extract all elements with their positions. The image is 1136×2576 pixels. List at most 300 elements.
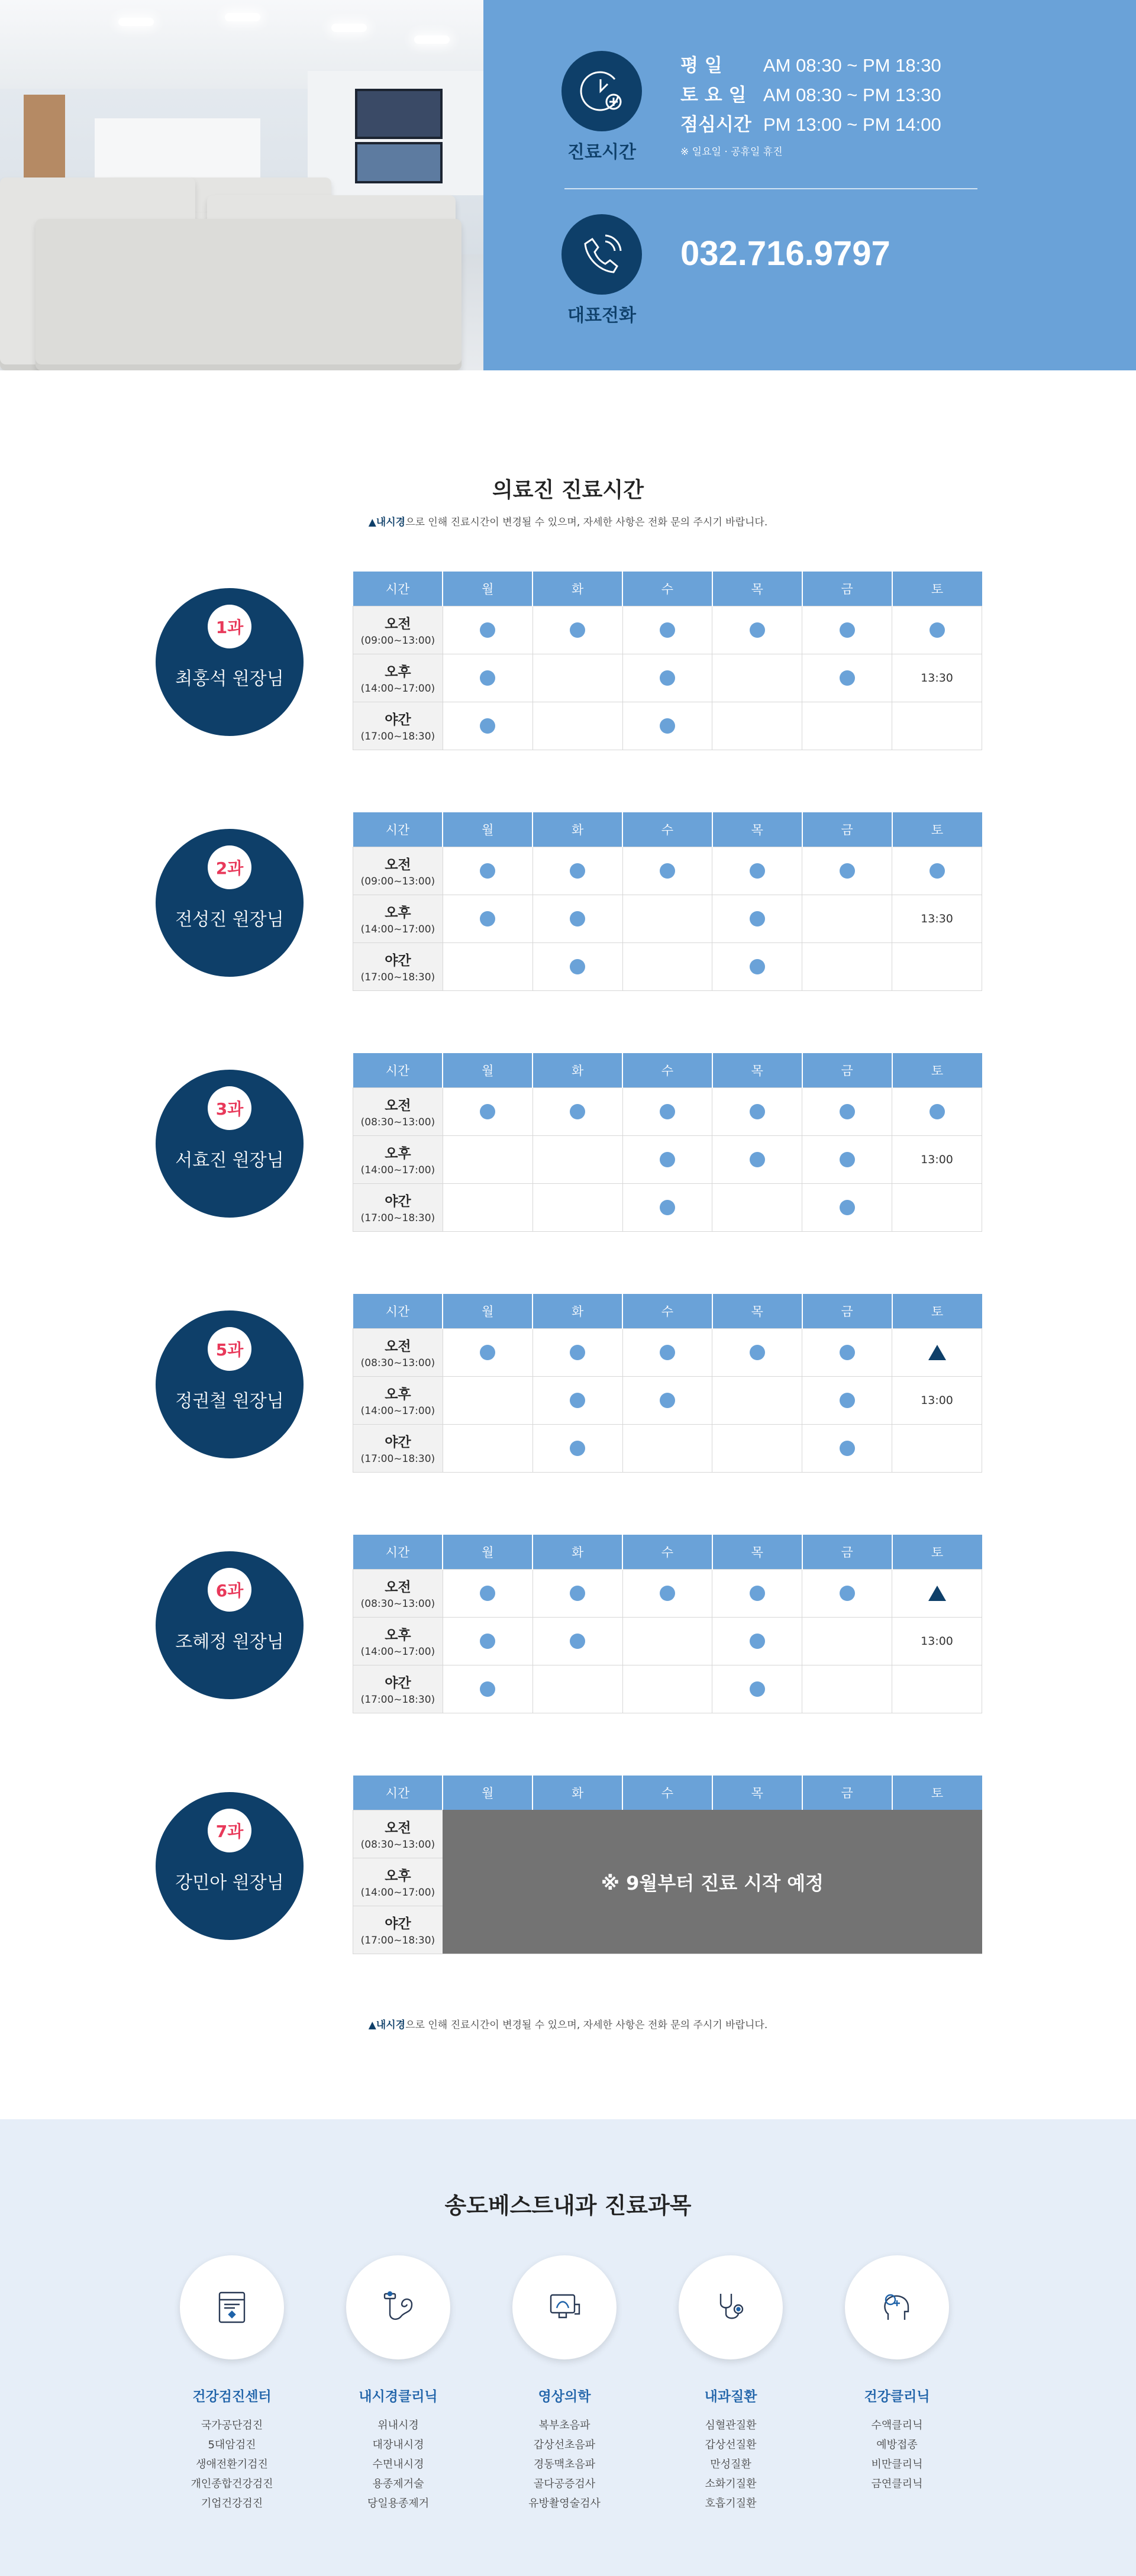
clinic-info-panel [483, 0, 1136, 370]
schedule-cell [892, 847, 982, 895]
time-slot-cell [353, 1424, 443, 1472]
doctor-circle [156, 1551, 304, 1699]
clock-icon [561, 51, 642, 131]
available-dot-icon [750, 1634, 765, 1649]
doctor-circle [156, 1792, 304, 1940]
schedule-cell [443, 1424, 532, 1472]
table-row [353, 942, 982, 990]
schedule-cell [802, 1376, 892, 1424]
department-badge: 7과 [208, 1809, 251, 1852]
available-dot-icon [750, 1104, 765, 1119]
schedule-cell [622, 1183, 712, 1231]
department-item[interactable] [820, 2255, 974, 2494]
column-header: 수 [622, 1535, 712, 1569]
header-row [353, 1535, 982, 1569]
column-header: 월 [443, 1294, 532, 1328]
available-dot-icon [570, 1441, 585, 1456]
hero-section [0, 0, 1136, 370]
header-row [353, 572, 982, 606]
department-item[interactable] [488, 2255, 641, 2513]
time-slot-range: (17:00~18:30) [360, 731, 435, 743]
service-item[interactable]: 호흡기질환 [705, 2497, 757, 2510]
endoscopy-triangle-icon [928, 1345, 946, 1360]
available-dot-icon [840, 1345, 855, 1360]
schedule-cell [532, 942, 622, 990]
table-row [353, 1569, 982, 1617]
department-badge: 6과 [208, 1568, 251, 1612]
time-slot-range: (08:30~13:00) [360, 1839, 435, 1851]
schedule-cell [892, 942, 982, 990]
title-bold: 진료과목 [604, 2193, 692, 2219]
phone-number[interactable]: 032.716.9797 [680, 234, 890, 273]
schedule-cell [892, 1424, 982, 1472]
ceiling-light [225, 13, 260, 21]
table-row [353, 1665, 982, 1713]
schedule-cell: 13:00 [892, 1376, 982, 1424]
health-cross-head-icon [845, 2255, 949, 2359]
time-slot-label: 야간 [385, 1435, 411, 1450]
time-slot-label: 오후 [385, 1868, 411, 1884]
department-services [155, 2416, 309, 2513]
time-slot-cell [353, 1810, 443, 1858]
schedule-cell [712, 1569, 802, 1617]
available-dot-icon [480, 911, 495, 927]
column-header: 시간 [353, 812, 443, 847]
schedule-cell [532, 847, 622, 895]
header-row [353, 1776, 982, 1810]
schedule-table [353, 1053, 982, 1232]
service-item[interactable]: 골다공증검사 [533, 2478, 596, 2490]
available-dot-icon [930, 863, 945, 879]
department-item[interactable] [321, 2255, 475, 2513]
phone-label: 대표전화 [567, 305, 636, 326]
service-item[interactable]: 복부초음파 [538, 2419, 590, 2432]
service-item[interactable]: 생애전환기검진 [196, 2458, 268, 2471]
time-slot-range: (09:00~13:00) [360, 635, 435, 647]
time-slot-label: 오전 [385, 1580, 411, 1595]
table-body [353, 1087, 982, 1231]
schedule-cell [712, 654, 802, 702]
column-header: 토 [892, 1776, 982, 1810]
time-slot-cell [353, 1135, 443, 1183]
column-header: 시간 [353, 1053, 443, 1087]
schedule-cell [712, 1617, 802, 1665]
table-body [353, 847, 982, 990]
schedule-notice-top [0, 514, 1136, 528]
schedule-cell [443, 1328, 532, 1376]
doctor-name: 조혜정 원장님 [175, 1632, 284, 1652]
available-dot-icon [660, 863, 675, 879]
info-divider [564, 188, 977, 189]
hours-day: 토 요 일 [680, 85, 747, 106]
available-dot-icon [480, 1104, 495, 1119]
column-header: 금 [802, 1053, 892, 1087]
table-row [353, 1328, 982, 1376]
column-header: 화 [532, 1053, 622, 1087]
schedule-cell [532, 895, 622, 942]
schedule-table [353, 812, 982, 991]
column-header: 월 [443, 1053, 532, 1087]
schedule-cell: 13:00 [892, 1135, 982, 1183]
column-header: 시간 [353, 1776, 443, 1810]
time-slot-range: (08:30~13:00) [360, 1116, 435, 1128]
time-slot-range: (17:00~18:30) [360, 1453, 435, 1465]
available-dot-icon [840, 1152, 855, 1167]
schedule-cell [892, 606, 982, 654]
service-item[interactable]: 갑상선초음파 [533, 2439, 596, 2451]
column-header: 목 [712, 1535, 802, 1569]
department-badge: 5과 [208, 1327, 251, 1371]
wood-panel [24, 95, 65, 189]
table-row [353, 702, 982, 750]
service-item[interactable]: 당일용종제거 [367, 2497, 430, 2510]
table-row [353, 1424, 982, 1472]
doctor-circle [156, 588, 304, 736]
available-dot-icon [570, 622, 585, 638]
available-dot-icon [660, 1586, 675, 1601]
department-services [488, 2416, 641, 2513]
departments-title [0, 2187, 1136, 2220]
column-header: 수 [622, 1776, 712, 1810]
available-dot-icon [480, 718, 495, 734]
service-item[interactable]: 심혈관질환 [705, 2419, 757, 2432]
department-services [654, 2416, 808, 2513]
column-header: 월 [443, 572, 532, 606]
checkup-document-icon [180, 2255, 284, 2359]
service-item[interactable]: 금연클리닉 [871, 2478, 923, 2490]
table-body [353, 1328, 982, 1472]
available-dot-icon [570, 959, 585, 974]
available-dot-icon [660, 1152, 675, 1167]
doctor-circle [156, 1310, 304, 1458]
doctor-name: 강민아 원장님 [175, 1873, 284, 1893]
doctor-circle [156, 829, 304, 977]
schedule-cell [802, 1424, 892, 1472]
time-slot-range: (17:00~18:30) [360, 1212, 435, 1224]
available-dot-icon [750, 622, 765, 638]
schedule-cell [802, 702, 892, 750]
time-slot-label: 오후 [385, 905, 411, 921]
department-name[interactable]: 건강클리닉 [864, 2389, 930, 2404]
schedule-cell [802, 1135, 892, 1183]
service-item[interactable]: 대장내시경 [372, 2439, 424, 2451]
hours-day: 점심시간 [680, 114, 751, 135]
notice-text: 으로 인해 진료시간이 변경될 수 있으며, 자세한 사항은 전화 문의 주시기 바랍니다. [405, 517, 768, 528]
title-light: 의료진 [492, 478, 561, 502]
doctor-name: 전성진 원장님 [175, 909, 284, 930]
schedule-table [353, 572, 982, 750]
service-item[interactable]: 갑상선질환 [705, 2439, 757, 2451]
schedule-cell [712, 847, 802, 895]
schedule-cell [892, 1569, 982, 1617]
stethoscope-icon [679, 2255, 783, 2359]
schedule-cell [532, 1617, 622, 1665]
department-badge: 1과 [208, 605, 251, 648]
schedule-cell [443, 1135, 532, 1183]
schedule-cell [892, 1328, 982, 1376]
schedule-cell: 13:30 [892, 654, 982, 702]
schedule-cell [622, 1087, 712, 1135]
schedule-cell [532, 1087, 622, 1135]
service-item[interactable]: 개인종합건강검진 [191, 2478, 273, 2490]
time-slot-label: 야간 [385, 1676, 411, 1691]
time-slot-range: (08:30~13:00) [360, 1598, 435, 1610]
time-slot-label: 오전 [385, 1339, 411, 1354]
service-item[interactable]: 유방촬영술검사 [528, 2497, 601, 2510]
schedule-cell [622, 1617, 712, 1665]
endoscopy-triangle-icon [928, 1586, 946, 1601]
schedule-notice-bottom [0, 2016, 1136, 2031]
schedule-cell [532, 1376, 622, 1424]
table-row [353, 1617, 982, 1665]
schedule-cell [532, 702, 622, 750]
time-slot-label: 야간 [385, 1194, 411, 1209]
available-dot-icon [840, 863, 855, 879]
department-name[interactable]: 내과질환 [704, 2389, 757, 2404]
available-dot-icon [480, 1345, 495, 1360]
coming-soon-overlay: ※ 9월부터 진료 시작 예정 [443, 1810, 982, 1954]
department-item[interactable] [654, 2255, 808, 2513]
column-header: 금 [802, 1535, 892, 1569]
clinic-lobby-photo [0, 0, 483, 370]
department-badge: 3과 [208, 1086, 251, 1130]
wall-monitor [355, 142, 443, 183]
schedule-cell [712, 1376, 802, 1424]
available-dot-icon [930, 622, 945, 638]
service-item[interactable]: 5대암검진 [208, 2439, 256, 2451]
available-dot-icon [840, 1200, 855, 1215]
time-slot-cell [353, 654, 443, 702]
schedule-cell [443, 1569, 532, 1617]
time-slot-label: 야간 [385, 1916, 411, 1932]
department-name[interactable]: 영상의학 [538, 2389, 591, 2404]
table-row [353, 847, 982, 895]
time-slot-range: (17:00~18:30) [360, 971, 435, 983]
schedule-cell [622, 1569, 712, 1617]
schedule-cell: 13:30 [892, 895, 982, 942]
schedule-cell [443, 654, 532, 702]
column-header: 토 [892, 1535, 982, 1569]
column-header: 목 [712, 1776, 802, 1810]
time-slot-cell [353, 1617, 443, 1665]
available-dot-icon [660, 670, 675, 686]
schedule-cell [802, 1087, 892, 1135]
hours-time: PM 13:00 ~ PM 14:00 [763, 114, 941, 135]
available-dot-icon [480, 670, 495, 686]
notice-strong: ▲내시경 [368, 517, 406, 528]
available-dot-icon [660, 622, 675, 638]
column-header: 토 [892, 572, 982, 606]
schedule-cell [622, 654, 712, 702]
column-header: 토 [892, 1294, 982, 1328]
column-header: 목 [712, 1294, 802, 1328]
schedule-cell [712, 1665, 802, 1713]
doctor-schedule [0, 1776, 1136, 1957]
schedule-cell [443, 606, 532, 654]
available-dot-icon [480, 863, 495, 879]
schedule-cell [622, 1376, 712, 1424]
schedule-cell [712, 702, 802, 750]
table-header [353, 812, 982, 847]
schedule-cell [802, 1328, 892, 1376]
schedule-cell [802, 895, 892, 942]
schedule-cell [532, 1183, 622, 1231]
available-dot-icon [660, 1200, 675, 1215]
service-item[interactable]: 예방접종 [876, 2439, 918, 2451]
doctor-schedule [0, 1535, 1136, 1716]
available-dot-icon [750, 1681, 765, 1697]
notice-strong: ▲내시경 [368, 2019, 406, 2031]
time-slot-cell [353, 942, 443, 990]
department-badge: 2과 [208, 845, 251, 889]
time-slot-range: (17:00~18:30) [360, 1935, 435, 1946]
hours-row [680, 110, 941, 140]
schedule-cell [532, 654, 622, 702]
reception-desk [95, 118, 260, 183]
time-slot-cell [353, 1858, 443, 1906]
available-dot-icon [840, 622, 855, 638]
ceiling-light [414, 35, 450, 44]
doctor-schedule [0, 812, 1136, 993]
time-slot-cell [353, 1183, 443, 1231]
header-row [353, 1294, 982, 1328]
schedule-cell [802, 1665, 892, 1713]
column-header: 수 [622, 1294, 712, 1328]
service-item[interactable]: 소화기질환 [705, 2478, 757, 2490]
schedule-cell [712, 1135, 802, 1183]
schedule-cell [892, 1183, 982, 1231]
service-item[interactable]: 만성질환 [710, 2458, 751, 2471]
schedule-cell [622, 847, 712, 895]
time-slot-label: 오전 [385, 616, 411, 632]
time-slot-label: 야간 [385, 712, 411, 728]
table-header [353, 1535, 982, 1569]
table-body [353, 606, 982, 750]
time-slot-range: (08:30~13:00) [360, 1357, 435, 1369]
time-slot-cell [353, 895, 443, 942]
table-row [353, 1183, 982, 1231]
hours-row [680, 80, 941, 110]
column-header: 월 [443, 1776, 532, 1810]
available-dot-icon [840, 1441, 855, 1456]
available-dot-icon [750, 863, 765, 879]
available-dot-icon [570, 863, 585, 879]
column-header: 화 [532, 812, 622, 847]
department-name[interactable]: 건강검진센터 [192, 2389, 272, 2404]
schedule-cell [622, 606, 712, 654]
schedule-title [0, 473, 1136, 503]
table-header [353, 1053, 982, 1087]
service-item[interactable]: 수면내시경 [372, 2458, 424, 2471]
table-row [353, 606, 982, 654]
time-slot-cell [353, 606, 443, 654]
time-slot-range: (14:00~17:00) [360, 1887, 435, 1899]
service-item[interactable]: 수액클리닉 [871, 2419, 923, 2432]
department-name[interactable]: 내시경클리닉 [359, 2389, 438, 2404]
notice-text: 으로 인해 진료시간이 변경될 수 있으며, 자세한 사항은 전화 문의 주시기 바랍니다. [405, 2019, 768, 2031]
service-item[interactable]: 국가공단검진 [201, 2419, 263, 2432]
schedule-cell [712, 895, 802, 942]
available-dot-icon [930, 1104, 945, 1119]
time-slot-cell [353, 1665, 443, 1713]
time-slot-cell [353, 1328, 443, 1376]
time-slot-range: (14:00~17:00) [360, 1646, 435, 1658]
schedule-cell [443, 702, 532, 750]
time-slot-range: (14:00~17:00) [360, 924, 435, 935]
header-row [353, 1053, 982, 1087]
doctor-schedule [0, 572, 1136, 753]
schedule-cell [443, 1183, 532, 1231]
available-dot-icon [570, 1634, 585, 1649]
schedule-cell [622, 942, 712, 990]
hours-row [680, 51, 941, 80]
column-header: 시간 [353, 1535, 443, 1569]
column-header: 목 [712, 812, 802, 847]
table-row [353, 895, 982, 942]
time-slot-cell [353, 847, 443, 895]
schedule-cell [892, 1087, 982, 1135]
table-row [353, 1135, 982, 1183]
time-slot-cell [353, 1569, 443, 1617]
ceiling-light [331, 24, 367, 32]
column-header: 금 [802, 1776, 892, 1810]
schedule-cell [802, 1569, 892, 1617]
column-header: 시간 [353, 1294, 443, 1328]
service-item[interactable]: 경동맥초음파 [533, 2458, 596, 2471]
column-header: 화 [532, 1294, 622, 1328]
waiting-sofa [36, 219, 462, 370]
schedule-cell [892, 1665, 982, 1713]
table-header [353, 1776, 982, 1810]
department-services [820, 2416, 974, 2494]
time-slot-label: 오후 [385, 1387, 411, 1402]
table-row [353, 1376, 982, 1424]
time-slot-range: (17:00~18:30) [360, 1694, 435, 1706]
schedule-cell [802, 606, 892, 654]
available-dot-icon [840, 1393, 855, 1408]
service-item[interactable]: 위내시경 [377, 2419, 419, 2432]
service-item[interactable]: 비만클리닉 [871, 2458, 923, 2471]
column-header: 수 [622, 572, 712, 606]
schedule-cell [712, 1087, 802, 1135]
time-slot-label: 오전 [385, 857, 411, 873]
table-header [353, 1294, 982, 1328]
schedule-cell [802, 847, 892, 895]
schedule-cell [443, 895, 532, 942]
available-dot-icon [750, 959, 765, 974]
available-dot-icon [660, 1104, 675, 1119]
phone-icon [561, 214, 642, 295]
service-item[interactable]: 용종제거술 [372, 2478, 424, 2490]
header-row [353, 812, 982, 847]
available-dot-icon [750, 1345, 765, 1360]
schedule-cell [532, 1424, 622, 1472]
clinic-hours [680, 51, 941, 158]
schedule-cell [712, 942, 802, 990]
doctor-name: 최홍석 원장님 [175, 669, 284, 689]
table-body [353, 1569, 982, 1713]
hours-day: 평 일 [680, 55, 722, 76]
time-slot-range: (14:00~17:00) [360, 683, 435, 695]
table-row [353, 1087, 982, 1135]
time-slot-cell [353, 1087, 443, 1135]
schedule-cell [443, 1617, 532, 1665]
schedule-cell [443, 1665, 532, 1713]
schedule-cell [712, 1328, 802, 1376]
department-item[interactable] [155, 2255, 309, 2513]
schedule-cell [892, 702, 982, 750]
service-item[interactable]: 기업건강검진 [201, 2497, 263, 2510]
